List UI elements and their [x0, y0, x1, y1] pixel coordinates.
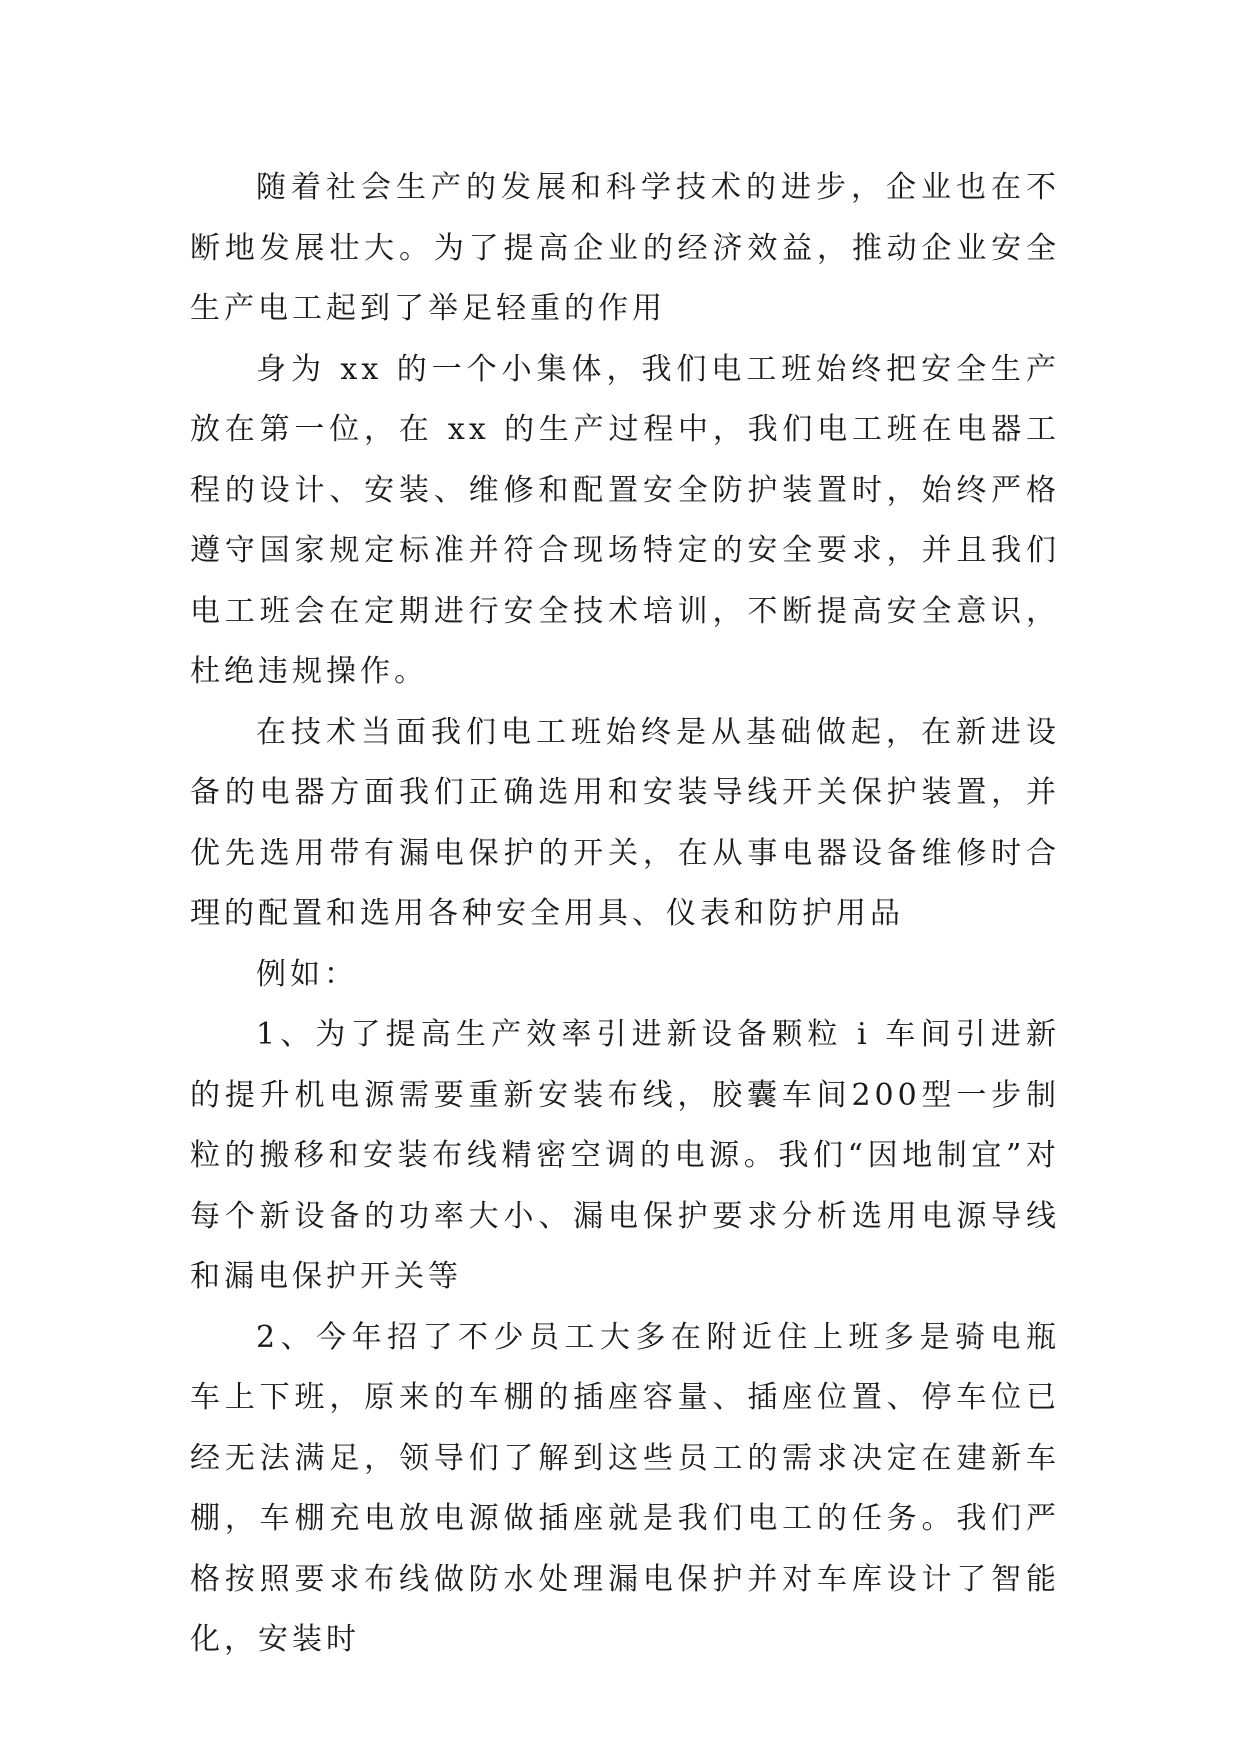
paragraph-safety: 身为 xx 的一个小集体，我们电工班始终把安全生产放在第一位，在 xx 的生产过程中，我们电工班在电器工程的设计、安装、维修和配置安全防护装置时，始终严格遵守国家规定标准并符合现场特定的安全要求，并且我们电工班会在定期进行安全技术培训，不断提高安全意识，杜绝违规操作。 [190, 351, 1060, 689]
document-body [190, 158, 1060, 1671]
paragraph-intro: 随着社会生产的发展和科学技术的进步，企业也在不断地发展壮大。为了提高企业的经济效益，推动企业安全生产电工起到了举足轻重的作用 [190, 170, 1060, 326]
paragraph-technique: 在技术当面我们电工班始终是从基础做起，在新进设备的电器方面我们正确选用和安装导线开关保护装置，并优先选用带有漏电保护的开关，在从事电器设备维修时合理的配置和选用各种安全用具、仪表和防护用品 [190, 714, 1060, 931]
paragraph-example-2: 2、今年招了不少员工大多在附近住上班多是骑电瓶车上下班，原来的车棚的插座容量、插座位置、停车位已经无法满足，领导们了解到这些员工的需求决定在建新车棚，车棚充电放电源做插座就是我们电工的任务。我们严格按照要求布线做防水处理漏电保护并对车库设计了智能化，安装时 [190, 1319, 1060, 1657]
paragraph-example-heading: 例如： [256, 956, 358, 992]
paragraph-example-1: 1、为了提高生产效率引进新设备颗粒 i 车间引进新的提升机电源需要重新安装布线，胶囊车间200型一步制粒的搬移和安装布线精密空调的电源。我们“因地制宜”对每个新设备的功率大小、漏电保护要求分析选用电源导线和漏电保护开关等 [190, 1017, 1060, 1294]
